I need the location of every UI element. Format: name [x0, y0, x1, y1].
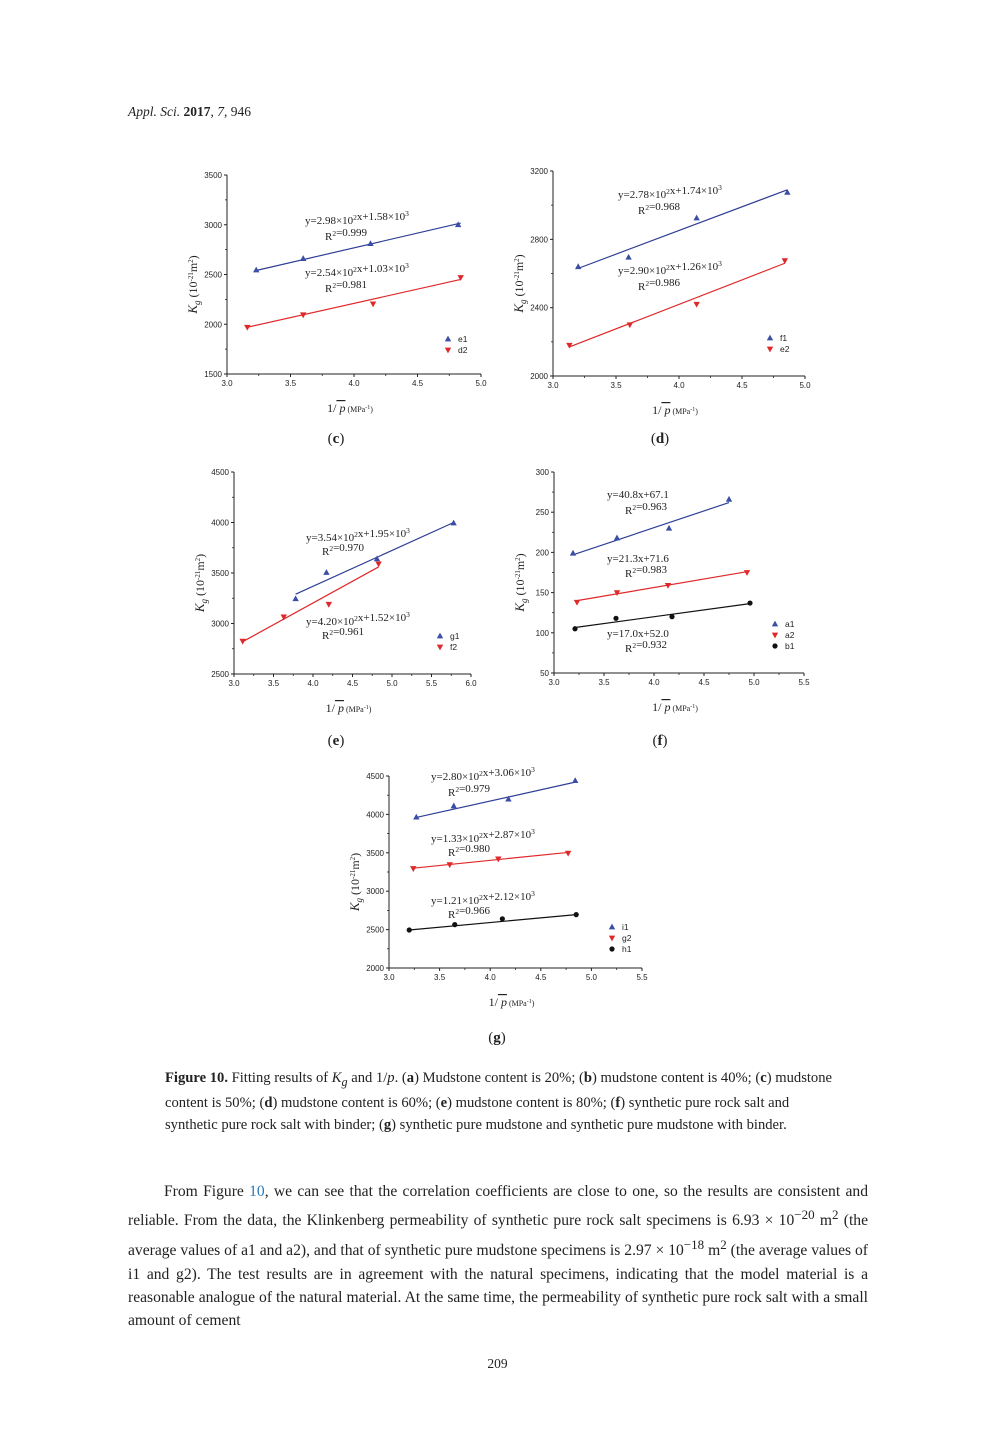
- legend-marker-h1: [609, 946, 614, 951]
- fit-line-g2: [413, 852, 568, 868]
- legend-marker-e2: [767, 347, 773, 353]
- legend-marker-d2: [445, 348, 451, 354]
- y-tick-label: 3500: [204, 171, 222, 180]
- data-point-e2: [782, 258, 788, 264]
- fit-equation-b1: y=17.0x+52.0: [607, 628, 669, 640]
- x-tick-label: 5.0: [585, 973, 597, 982]
- data-point-f2: [326, 602, 332, 608]
- y-tick-label: 2400: [530, 303, 548, 313]
- data-point-a2: [574, 600, 580, 606]
- y-tick-label: 1500: [204, 370, 222, 379]
- data-point-b1: [669, 614, 674, 619]
- data-point-a2: [744, 570, 750, 576]
- x-tick-label: 3.0: [228, 679, 240, 688]
- fit-line-e2: [569, 263, 784, 347]
- x-tick-label: 3.5: [434, 973, 446, 982]
- y-tick-label: 4500: [211, 468, 229, 477]
- x-tick-label: 5.5: [798, 678, 810, 687]
- y-tick-label: 3000: [204, 220, 222, 230]
- fit-line-f1: [578, 190, 787, 269]
- fit-equation-i1: $y=2.80\times 10^2x+3.06\times 10^3$: [431, 765, 535, 783]
- x-axis-label: 1/ p (MPa$^{-1}_)$: [652, 700, 698, 714]
- r-squared-g1: $R^2=0.970$: [322, 542, 365, 558]
- y-axis-label: $K_g$ $(10^{-21}m^2)$: [192, 553, 209, 613]
- legend-label-a2: a2: [785, 630, 795, 640]
- r-squared-d2: $R^2=0.981$: [325, 279, 368, 295]
- fit-line-b1: [575, 604, 750, 628]
- legend-label-e2: e2: [780, 344, 790, 354]
- legend-label-a1: a1: [785, 619, 795, 629]
- legend-label-b1: b1: [785, 641, 795, 651]
- y-tick-label: 2000: [530, 372, 548, 381]
- chart-g: [330, 762, 660, 1027]
- y-axis-label: $K_g$ $(10^{-21}m^2)$: [185, 255, 202, 314]
- y-tick-label: 2500: [211, 670, 229, 679]
- x-tick-label: 5.5: [636, 973, 648, 982]
- legend-marker-i1: [609, 924, 615, 930]
- article-number: 946: [230, 104, 251, 119]
- y-tick-label: 2500: [204, 270, 222, 280]
- r-squared-h1: $R^2=0.966$: [448, 905, 491, 921]
- chart-f: [505, 460, 825, 725]
- journal-name: Appl. Sci.: [128, 104, 181, 119]
- data-point-d2: [244, 325, 250, 331]
- r-squared-f2: $R^2=0.961$: [322, 626, 365, 642]
- y-tick-label: 4000: [211, 518, 229, 528]
- x-tick-label: 4.5: [698, 678, 710, 687]
- y-axis-label: $K_g$ $(10^{-21}m^2)$: [511, 254, 528, 313]
- y-tick-label: 150: [535, 588, 549, 598]
- data-point-a1: [570, 550, 576, 556]
- x-tick-label: 3.5: [267, 679, 280, 688]
- y-tick-label: 3500: [211, 569, 229, 578]
- x-tick-label: 4.5: [736, 381, 748, 390]
- fit-equation-f2: $y=4.20\times 10^2x+1.52\times 10^3$: [306, 610, 410, 628]
- series-b1: [572, 600, 752, 631]
- fit-equation-a1: y=40.8x+67.1: [607, 489, 669, 501]
- data-point-g2: [410, 866, 416, 872]
- x-tick-label: 3.0: [383, 973, 395, 982]
- fit-equation-e1: $y=2.98\times 10^2x+1.58\times 10^3$: [305, 209, 409, 227]
- fit-line-h1: [409, 915, 576, 930]
- chart-e: [180, 460, 500, 725]
- r-squared-f1: $R^2=0.968$: [638, 201, 681, 217]
- data-point-i1: [572, 777, 578, 783]
- chart-d: [505, 160, 825, 425]
- figure-reference-link[interactable]: 10: [249, 1183, 265, 1200]
- data-point-h1: [500, 916, 505, 921]
- legend-label-g1: g1: [450, 631, 460, 641]
- legend-marker-a1: [772, 621, 778, 627]
- running-header: Appl. Sci. 2017, 7, 946: [128, 104, 251, 119]
- legend-marker-b1: [772, 643, 777, 648]
- y-tick-label: 4000: [366, 810, 384, 820]
- x-tick-label: 5.0: [386, 679, 398, 688]
- y-tick-label: 2500: [366, 925, 384, 935]
- y-tick-label: 300: [535, 468, 549, 477]
- legend-label-i1: i1: [622, 922, 629, 932]
- body-paragraph: From Figure 10, we can see that the correlation coefficients are close to one, so the results are consistent and reliable. From the data, the Klinkenberg permeability of synthetic pure rock salt specimens is $6.93 \times 10^{-20}$ $m^2$ (the average values of a1 and a2), and that of synthetic pure mudstone specimens is $2.97 \times 10^{-18}$ $m^2$ (the average values of i1 and g2). The test results are in agreement with the natural specimens, indicating that the model material is a reasonable analogue of the natural material. At the same time, the permeability of synthetic pure rock salt with a small amount of cement: [128, 1183, 868, 1330]
- chart-svg-f: [505, 460, 825, 725]
- sublabel-e: (e): [327, 733, 345, 749]
- data-point-g1: [450, 520, 456, 526]
- x-tick-label: 5.0: [475, 379, 487, 388]
- x-tick-label: 4.5: [535, 973, 547, 982]
- data-point-f1: [784, 189, 790, 195]
- x-tick-label: 3.0: [547, 381, 559, 390]
- data-point-a1: [666, 525, 672, 531]
- figure-caption: Figure 10. Fitting results of $K_g$ and 1/p. (a) Mudstone content is 20%; (b) mudstone content is 40%; (c) mudstone content is 50%; (d) mudstone content is 60%; (e) mudstone content is 80%; (f) synthetic pure rock salt and synthetic pure rock salt with binder; (g) synthetic pure mudstone and synthetic pure mudstone with binder.: [165, 1070, 832, 1133]
- legend-marker-g1: [437, 633, 443, 639]
- r-squared-i1: $R^2=0.979$: [448, 783, 491, 799]
- data-point-f1: [625, 254, 631, 260]
- fit-equation-a2: y=21.3x+71.6: [607, 553, 669, 565]
- y-tick-label: 50: [540, 669, 549, 678]
- x-axis-label: 1/ p (MPa$^{-1}_)$: [488, 995, 535, 1009]
- data-point-b1: [613, 616, 618, 621]
- sublabel-c: (c): [327, 431, 345, 447]
- x-tick-label: 4.5: [346, 679, 359, 688]
- data-point-f2: [239, 639, 245, 645]
- sublabel-d: (d): [650, 431, 670, 447]
- y-axis-label: $K_g$ $(10^{-21}m^2)$: [512, 553, 529, 612]
- data-point-g1: [292, 595, 298, 601]
- fit-equation-h1: $y=1.21\times 10^2x+2.12\times 10^3$: [431, 889, 535, 907]
- x-tick-label: 3.5: [610, 381, 622, 390]
- x-tick-label: 3.5: [284, 379, 297, 388]
- chart-svg-g: [330, 762, 660, 1027]
- legend-label-f1: f1: [780, 333, 788, 343]
- data-point-h1: [452, 922, 457, 927]
- r-squared-g2: $R^2=0.980$: [448, 843, 491, 859]
- y-tick-label: 3200: [530, 167, 548, 176]
- series-f1: [575, 189, 791, 269]
- data-point-i1: [451, 803, 457, 809]
- legend-marker-f2: [437, 645, 443, 651]
- data-point-f1: [693, 215, 699, 221]
- y-tick-label: 250: [535, 508, 549, 518]
- data-point-e2: [693, 302, 699, 308]
- x-tick-label: 5.0: [799, 381, 811, 390]
- y-tick-label: 2000: [366, 964, 384, 973]
- legend-marker-e1: [445, 336, 451, 342]
- legend-label-e1: e1: [458, 334, 468, 344]
- r-squared-e1: $R^2=0.999$: [325, 227, 368, 243]
- data-point-b1: [572, 626, 577, 631]
- x-tick-label: 4.0: [307, 679, 319, 688]
- legend-label-g2: g2: [622, 933, 632, 943]
- legend-label-f2: f2: [450, 642, 458, 652]
- y-tick-label: 4500: [366, 772, 384, 781]
- y-tick-label: 100: [535, 628, 549, 638]
- x-tick-label: 4.5: [411, 379, 424, 388]
- figure-label: Figure 10.: [165, 1070, 228, 1086]
- chart-c: [180, 160, 500, 425]
- data-point-a1: [726, 496, 732, 502]
- fit-line-i1: [416, 782, 575, 817]
- x-axis-label: 1/ p (MPa$^{-1}_)$: [652, 403, 698, 417]
- chart-svg-d: [505, 160, 825, 425]
- data-point-e1: [300, 255, 306, 261]
- data-point-e2: [627, 322, 633, 328]
- r-squared-a1: $R^2=0.963$: [625, 501, 668, 517]
- x-axis-label: 1/ p (MPa$^{-1}_)$: [327, 401, 373, 415]
- data-point-d2: [370, 301, 376, 307]
- r-squared-b1: $R^2=0.932$: [625, 639, 668, 655]
- data-point-b1: [747, 600, 752, 605]
- r-squared-a2: $R^2=0.983$: [625, 564, 668, 580]
- x-tick-label: 5.5: [425, 679, 438, 688]
- x-tick-label: 3.0: [548, 678, 560, 687]
- data-point-f2: [375, 562, 381, 568]
- legend-label-d2: d2: [458, 345, 468, 355]
- fit-equation-d2: $y=2.54\times 10^2x+1.03\times 10^3$: [305, 261, 409, 279]
- series-i1: [413, 777, 578, 819]
- data-point-h1: [407, 927, 412, 932]
- x-tick-label: 4.0: [484, 973, 496, 982]
- y-axis-label: $K_g$ $(10^{-21}m^2)$: [347, 852, 364, 912]
- journal-volume: 7: [217, 104, 224, 119]
- chart-svg-e: [180, 460, 500, 725]
- fit-equation-g2: $y=1.33\times 10^2x+2.87\times 10^3$: [431, 827, 535, 845]
- legend-label-h1: h1: [622, 944, 632, 954]
- page-number: 209: [487, 1356, 508, 1371]
- x-tick-label: 5.0: [748, 678, 760, 687]
- sublabel-f: (f): [652, 733, 668, 749]
- data-point-g2: [565, 851, 571, 857]
- y-tick-label: 2000: [204, 320, 222, 330]
- x-tick-label: 6.0: [465, 679, 477, 688]
- y-tick-label: 200: [535, 548, 549, 558]
- r-squared-e2: $R^2=0.986$: [638, 277, 681, 293]
- data-point-f1: [575, 263, 581, 269]
- x-tick-label: 3.5: [598, 678, 610, 687]
- x-tick-label: 4.0: [648, 678, 660, 687]
- data-point-g1: [323, 569, 329, 575]
- fit-equation-f1: $y=2.78\times 10^2x+1.74\times 10^3$: [618, 183, 722, 201]
- x-tick-label: 4.0: [673, 381, 685, 390]
- y-tick-label: 3000: [366, 887, 384, 897]
- fit-equation-e2: $y=2.90\times 10^2x+1.26\times 10^3$: [618, 259, 722, 277]
- fit-equation-g1: $y=3.54\times 10^2x+1.95\times 10^3$: [306, 526, 410, 544]
- sublabel-g: (g): [488, 1030, 506, 1046]
- legend-marker-a2: [772, 633, 778, 639]
- data-point-a1: [614, 535, 620, 541]
- series-g2: [410, 851, 571, 872]
- legend-marker-g2: [609, 936, 615, 942]
- legend-marker-f1: [767, 335, 773, 341]
- series-h1: [407, 912, 579, 933]
- y-tick-label: 3000: [211, 619, 229, 629]
- chart-svg-c: [180, 160, 500, 425]
- y-tick-label: 3500: [366, 848, 384, 858]
- journal-year: 2017: [183, 104, 211, 119]
- x-tick-label: 3.0: [221, 379, 233, 388]
- y-tick-label: 2800: [530, 235, 548, 245]
- x-tick-label: 4.0: [348, 379, 360, 388]
- fit-line-a2: [577, 572, 747, 601]
- data-point-h1: [574, 912, 579, 917]
- x-axis-label: 1/ p (MPa$^{-1}_)$: [325, 701, 372, 715]
